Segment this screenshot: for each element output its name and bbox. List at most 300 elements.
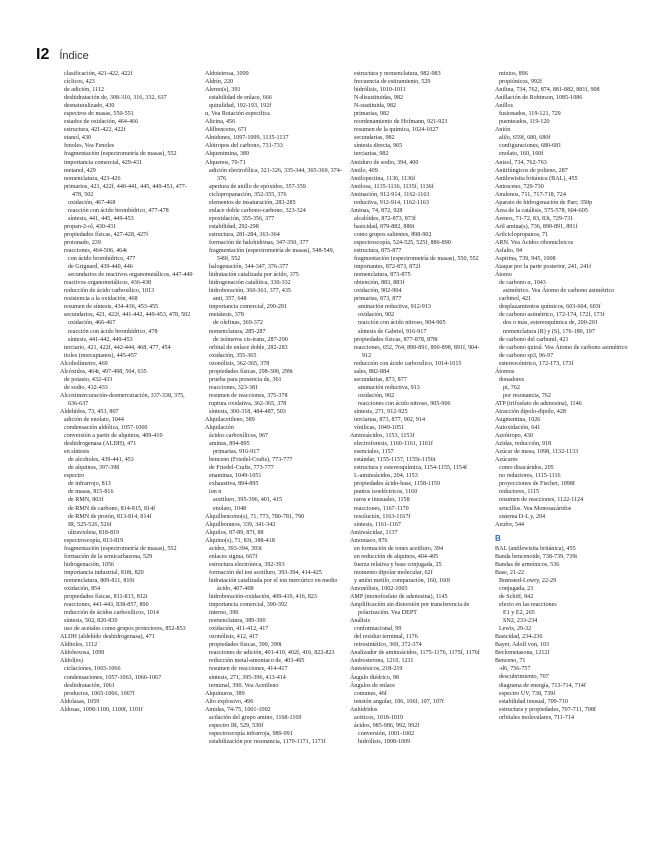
index-entry: Alquinuros, 389 — [205, 690, 245, 697]
index-subentry: resumen de reacciones, 1122-1124 — [499, 497, 584, 504]
index-subentry: de Schiff, 842 — [499, 594, 534, 600]
index-entry: Aminoácidaz, 1137 — [350, 529, 398, 536]
index-subentry: uso de acetales como grupos protectores, 852-853 — [64, 626, 186, 633]
index-entry: Alquilación — [205, 425, 234, 432]
index-subentry: oxidación, 854 — [64, 586, 101, 592]
index-subentry: propiedades físicas, 298-300, 299t — [209, 368, 293, 375]
index-subentry: ácidos carboxílicos, 967 — [209, 433, 269, 440]
index-entry: Amidas, 74-75, 1001-1002 — [205, 706, 271, 713]
index-subentry: Lewis, 29-32 — [499, 626, 532, 633]
index-entry: α, Vea Rotación específica — [205, 111, 270, 118]
index-subentry: electroforesis, 1160-1161, 1161f — [354, 441, 433, 448]
index-entry: Anillación de Robinson, 1085-1086 — [495, 95, 583, 102]
index-subentry: en reducción de alquinos, 404-405 — [354, 553, 439, 560]
index-subentry: resistencia a la oxidación, 468 — [64, 296, 138, 303]
index-subentry: formación de la semicarbazona, 529 — [64, 553, 153, 560]
index-entry: Azeótropo, 430 — [495, 433, 533, 440]
index-subentry: acetiluro, 395-396, 401, 415 — [213, 497, 283, 504]
index-subentry: fusionados, 119-121, 729 — [499, 111, 561, 118]
index-subentry: nomenclatura, 389-390 — [209, 618, 266, 625]
index-subentry: en síntesis — [64, 449, 90, 456]
index-subentry: tioles (mercaptanos), 445-457 — [64, 352, 137, 359]
index-entry: ARN. Vea Ácidos ribonucleicos — [495, 239, 574, 246]
index-subentry: de carbono sp3, 96-97 — [499, 352, 554, 359]
index-entry: Amonólisis, 1002-1003 — [350, 586, 408, 592]
index-subentry: de sodio, 432-433 — [64, 384, 108, 391]
index-subentry: quiralidad, 192-193, 192f — [209, 103, 272, 110]
index-entry: ATP (trifosfato de adenosina), 1146 — [495, 400, 582, 407]
index-subentry: reducción de ácido carboxílico, 1013 — [64, 288, 155, 295]
index-subentry: propiedades físicas, 811-813, 812t — [64, 594, 148, 601]
index-entry: Alquilbenceno(s), 71, 773, 780-781, 790 — [205, 513, 305, 520]
page-header — [36, 46, 89, 66]
index-entry: Anión — [495, 127, 511, 134]
page-number: I2 — [36, 46, 50, 63]
index-subentry: prueba para presencia de, 361 — [209, 376, 282, 383]
index-subentry: reacciones, 1167-1170 — [354, 505, 409, 512]
index-entry: Aminación, 912-914, 1162-1163 — [350, 191, 430, 198]
index-subentry: síntesis, 271, 395-396, 413-414 — [209, 674, 286, 681]
index-subentry: aminación reductiva, 912-913 — [358, 304, 431, 311]
index-entry: Alditoles, 1112 — [60, 642, 98, 649]
index-subentry: de RMN de carbono, 814-815, 814f — [68, 505, 156, 512]
index-subentry: reactivos organometálicos, 436-438 — [64, 280, 152, 287]
index-subentry: ozonólisis, 362-365, 378 — [209, 360, 270, 367]
index-subentry: momento dipolar molecular, 62f — [354, 569, 433, 576]
index-subentry: de RMN de protón, 813-814, 814f — [68, 513, 152, 520]
index-subentry: fuerza relativa y base conjugada, 25 — [354, 561, 442, 568]
index-entry: Anilina, 734, 762, 874, 881-882, 881f, 908 — [495, 87, 600, 94]
index-subentry: basicidad, 879-882, 880t — [354, 223, 415, 230]
index-subentry: puenteados, 119-120 — [499, 119, 550, 126]
index-subentry: enolato, 160, 160f — [499, 151, 544, 158]
index-subentry: propiedades físicas, 427-428, 427f — [64, 231, 149, 238]
index-subentry: de carbono α, 1043 — [499, 280, 546, 287]
index-subentry: esenciales, 1157 — [354, 449, 394, 456]
index-subentry: propan-2-ol, 430-431 — [64, 223, 117, 230]
index-subentry: reacción con ácido bromhídrico, 477-478 — [68, 207, 169, 214]
index-entry: Benceno, 71 — [495, 658, 526, 665]
index-subentry: productos, 1065-1066, 1067f — [64, 690, 135, 697]
index-subentry: L-aminoácidos, 204, 1153 — [354, 473, 418, 480]
index-entry: Análisis — [350, 618, 370, 625]
index-subentry: oxidación, 902 — [358, 312, 395, 319]
index-entry: Alcoholímetro, 469 — [60, 360, 108, 367]
index-entry: Aminas, 74, 872, 928 — [350, 207, 403, 214]
index-column-4 — [495, 70, 632, 840]
index-subentry: estructura y nomenclatura, 982-983 — [354, 71, 441, 77]
index-subentry: estructura y propiedades, 707-711, 708f — [499, 706, 596, 713]
index-subentry: síntesis directa, 965 — [354, 143, 403, 150]
index-entry: Banda bencenoide, 738-739, 739t — [495, 553, 578, 560]
index-subentry: formación del ion acetiluro, 393-394, 414-425 — [209, 569, 322, 576]
index-entry: BAL (antilewisita británica), 455 — [495, 545, 576, 552]
index-subentry: retrosintético, 369, 372-374 — [354, 642, 422, 649]
index-subentry: terciarias, 982 — [354, 151, 389, 158]
index-entry: Aldehídos, 73, 453, 807 — [60, 408, 119, 415]
index-subentry: formación de halohidrinas, 347-350, 377 — [209, 239, 309, 246]
index-subentry: reductiva, 912-914, 1162-1163 — [354, 199, 430, 206]
index-subentry: conjugada, 23 — [499, 585, 534, 592]
index-entry: ALDH (aldehído deshidrogenasa), 471 — [60, 634, 155, 641]
section-title: Índice — [59, 50, 89, 62]
index-entry: Alquenimina, 389 — [205, 151, 250, 158]
index-entry: Ángulo diédrico, 98 — [350, 674, 399, 681]
index-subentry: resumen de reacciones, 375-378 — [209, 392, 288, 399]
index-subentry: metanol, 429 — [64, 167, 96, 174]
index-subentry: propiedades físicas, 390, 390t — [209, 642, 282, 649]
index-entry: Base, 21-22 — [495, 569, 525, 576]
index-entry: Antraceno, 729-730 — [495, 183, 544, 190]
index-entry: Aldrín, 220 — [205, 79, 234, 86]
index-entry: Aldolasas, 1059 — [60, 698, 100, 705]
index-subentry: comunes, 46f — [354, 690, 387, 697]
index-subentry: por resonancia, 762 — [503, 392, 551, 399]
index-entry: Anitifúngicos de polieno, 287 — [495, 167, 568, 174]
index-subentry: resumen de reacciones, 414-417 — [209, 666, 288, 673]
index-entry: Basicidad, 234-236 — [495, 634, 543, 641]
index-subentry: primarias, 916-917 — [213, 449, 260, 456]
index-subentry: propiónicos, 992f — [499, 79, 542, 86]
index-entry: Aril amina(s), 736, 890-891, 891f — [495, 223, 578, 230]
index-entry: Aparato de hidrogenación de Parr, 350p — [495, 199, 593, 206]
index-subentry: acéticos, 1018-1019 — [354, 714, 404, 721]
index-subentry: reducción metal-amoniaco de, 403-405 — [209, 658, 305, 665]
index-subentry: estructura electrónica, 392-393 — [209, 561, 285, 568]
index-subentry: ozonólisis, 412, 417 — [209, 634, 259, 641]
index-subentry: enaminas, 1049-1051 — [209, 473, 262, 480]
index-subentry: carbinol, 421 — [499, 296, 532, 303]
index-subentry: como grupos salientes, 898-902 — [354, 231, 432, 238]
index-subentry: benceno (Friedel-Crafts), 773-777 — [209, 457, 293, 464]
index-subentry: síntesis, 441, 445, 449-453 — [68, 215, 134, 222]
index-subentry: pi, 762 — [503, 384, 520, 391]
index-subentry: fragmentación (espectrometría de masas), 552 — [64, 545, 177, 552]
index-entry: Amilosa, 1135-1136, 1135f, 1136f — [350, 183, 434, 190]
index-subentry: sistema D-L y, 204 — [499, 513, 546, 520]
index-entry: Analizador de aminoácidos, 1175-1176, 1175f, 1176f — [350, 650, 480, 657]
index-entry: Amilopectina, 1136, 1136f — [350, 175, 416, 182]
index-subentry: reducción de ácidos carboxílicos, 1014 — [64, 610, 159, 617]
index-subentry: terciarias, 873, 877, 902, 914 — [354, 417, 426, 424]
index-entry: Anestésicos, 218-219 — [350, 666, 403, 673]
index-subentry: obtención, 883, 883f — [354, 280, 405, 287]
index-subentry: exhaustiva, 894-895 — [209, 481, 259, 488]
index-entry: Alquilos, 87-89, 87f, 88 — [205, 529, 264, 536]
index-entry: Amoniaco, 876 — [350, 537, 388, 544]
index-subentry: enlaces sigma, 667f — [209, 553, 258, 560]
index-subentry: dos o más, estereoquímica de, 200-201 — [503, 320, 598, 327]
index-subentry: hidrogenación catalítica, 330-332 — [209, 280, 291, 287]
index-subentry: no reductores, 1115-1116 — [499, 473, 561, 480]
index-subentry: anti, 357, 648 — [213, 296, 247, 303]
index-subentry: deshidratación de, 308-310, 316, 332, 637 — [64, 95, 167, 102]
index-entry: Aspirina, 739, 945, 1008 — [495, 256, 556, 263]
index-subentry: de adición, 1112 — [64, 87, 104, 94]
index-subentry: resolución, 1163-1167f — [354, 513, 411, 520]
index-subentry: fragmentación (espectrometría de masas), 548-549, 549f, 552 — [209, 248, 335, 263]
index-subentry: hidrólisis, 1008-1009 — [358, 738, 411, 745]
index-subentry: propiedades físicas, 877-878, 878t — [354, 336, 438, 343]
index-subentry: reacciones, 323-381 — [209, 384, 259, 391]
index-subentry: reacciones de adición, 401-410, 402f, 416, 822-823 — [209, 650, 335, 657]
index-entry: Alótropos del carbono, 731-733 — [205, 143, 283, 150]
index-subentry: etanol, 430 — [64, 135, 92, 142]
index-subentry: de RMN, 803f — [68, 497, 104, 504]
index-subentry: nomenclatura (R) y (S), 176-180, 197 — [503, 328, 595, 335]
index-subentry: cíclicos, 423 — [64, 79, 95, 86]
index-entry: Alnidones, 1097-1099, 1135-1137 — [205, 135, 289, 142]
index-entry: Alto explosivo, 496 — [205, 698, 254, 705]
index-subentry: hidratación catalizada por el ion mercúrico en medio ácido, 407-408 — [209, 577, 338, 592]
index-subentry: descubrimiento, 707 — [499, 674, 549, 681]
index-subentry: primarios, 421, 422f, 440-441, 445, 449-451, 477-478, 502 — [64, 183, 187, 198]
index-subentry: clasificación, 421-422, 422f — [64, 71, 133, 77]
index-entry: Arilciclopropanos, 71 — [495, 231, 549, 238]
index-subentry: nomenclatura, 423-426 — [64, 175, 121, 182]
index-subentry: secundarias, 982 — [354, 135, 395, 142]
index-subentry: oxidación, 466-467 — [68, 320, 116, 327]
index-subentry: desplazamientos químicos, 603-604, 603f — [499, 304, 601, 311]
index-subentry: de masas, 815-816 — [68, 489, 114, 496]
index-subentry: adición de enolato, 1044 — [64, 417, 124, 424]
index-subentry: Brønsted-Lowry, 22-29 — [499, 577, 557, 584]
index-entry: Asfalto, 94 — [495, 248, 523, 255]
index-subentry: nomenclatura, 285-287 — [209, 328, 266, 335]
index-subentry: acilación del grupo amino, 1168-1169 — [209, 714, 302, 721]
index-subentry: síntesis, 300-318, 484-487, 503 — [209, 408, 286, 415]
index-subentry: hidrólisis, 1010-1011 — [354, 87, 406, 94]
index-subentry: proyecciones de Fischer, 1098f — [499, 481, 575, 488]
index-subentry: puntos isoeléctricos, 1160 — [354, 489, 418, 496]
index-subentry: primarias, 873, 877 — [354, 296, 402, 303]
index-subentry: condensación aldólica, 1057-1060 — [64, 425, 148, 432]
index-entry: Aminoácidos, 1153, 1153f — [350, 433, 415, 440]
index-subentry: de carbono quiral. Vea Átomo de carbono asimétrico — [499, 344, 628, 351]
index-subentry: sencillos. Vea Monosacáridos — [499, 505, 572, 512]
index-subentry: secundarios, 421, 422f, 441-442, 449-453, 478, 502 — [64, 312, 191, 319]
index-subentry: estándar, 1155-1157, 1155t-1156t — [354, 457, 436, 464]
index-entry: Anisol, 734, 762-763 — [495, 159, 547, 166]
index-subentry: fenoles, Vea Fenoles — [64, 143, 115, 150]
index-subentry: de Friedel-Crafts, 773-777 — [209, 465, 274, 472]
index-subentry: hidroboración-oxidación, 409-410, 416, 823 — [209, 594, 317, 601]
index-subentry: diagrama de energía, 713-714, 714f — [499, 682, 586, 689]
index-subentry: mixtos, 896 — [499, 71, 528, 77]
index-subentry: espectro IR, 529, 530f — [209, 722, 264, 729]
index-subentry: asimétrico. Vea Átomo de carbono asimétrico — [503, 288, 615, 295]
index-subentry: de carbono del carbonil, 421 — [499, 336, 569, 343]
index-subentry: raros e inusuales, 1158 — [354, 497, 410, 504]
index-entry: Azidas, reducción, 918 — [495, 441, 552, 448]
index-subentry: estabilidad, 292-298 — [209, 223, 259, 230]
index-subentry: resumen de la química, 1024-1027 — [354, 127, 439, 134]
index-entry: Alilbenceno, 671 — [205, 127, 247, 134]
index-subentry: enlace doble carbono-carbono, 323-324 — [209, 207, 306, 214]
index-subentry: síntesis de Gabriel, 916-917 — [358, 328, 427, 335]
index-subentry: aminación reductiva, 913 — [358, 384, 420, 391]
index-column-2 — [205, 70, 342, 840]
index-subentry: ciclaciones, 1065-1066 — [64, 666, 121, 673]
index-subentry: protonado, 239 — [64, 239, 101, 246]
index-subentry: reacción con ácido nitroso, 904-905 — [358, 320, 446, 327]
index-entry: Anulenos, 711, 717-718, 724 — [495, 191, 566, 198]
index-subentry: tensión angular, 106, 106f, 107, 107f — [354, 698, 444, 705]
index-subentry: resumen de síntesis, 434-436, 453-455 — [64, 304, 159, 311]
index-subentry: terciario, 421, 422f, 442-444, 468, 477, 454 — [64, 344, 171, 351]
index-subentry: síntesis, 441-442, 449-453 — [68, 336, 133, 343]
index-entry: Alquilboranos, 339, 341-342 — [205, 521, 276, 528]
index-subentry: propiedades ácido-base, 1158-1159 — [354, 481, 441, 488]
index-subentry: fragmentación (espectrometría de masas), 552 — [64, 151, 177, 158]
index-subentry: importancia comercial, 429-431 — [64, 159, 143, 166]
index-subentry: estructura, 281-284, 363-364 — [209, 231, 280, 238]
index-subentry: N-sustituida, 982 — [354, 103, 396, 110]
index-subentry: con ácido bromhídrico, 477 — [68, 256, 136, 263]
index-subentry: espectros de masas, 550-551 — [64, 111, 134, 118]
index-entry: Alquilacetileno, 389 — [205, 417, 255, 424]
index-subentry: importantes, 872-873, 872f — [354, 264, 421, 271]
index-subentry: estructura, 421-422, 422f — [64, 127, 126, 134]
index-subentry: primarias, 982 — [354, 111, 390, 118]
index-subentry: reacciones, 464-506, 464t — [64, 248, 127, 255]
index-entry: Azúcar de mesa, 1098, 1132-1133 — [495, 449, 579, 456]
index-entry: Átomos — [495, 368, 515, 375]
index-subentry: deshidrogenasa (ALDH), 471 — [64, 441, 137, 448]
index-entry: AMP (monofosfato de adenosina), 1145 — [350, 594, 448, 601]
index-subentry: secundarios de reactivos organometálicos, 447-449 — [68, 272, 193, 279]
index-subentry: donadores — [499, 376, 525, 383]
index-subentry: efecto en las reacciones — [499, 602, 557, 609]
index-entry: Amplificación sin distorsión por transferencia de polarización. Vea DEPT — [350, 602, 470, 617]
index-subentry: oxidación, 902 — [358, 392, 395, 399]
index-subentry: fragmentación (espectrometría de masas), 550, 552 — [354, 256, 479, 263]
index-subentry: estabilidad de enlace, 666 — [209, 95, 272, 102]
index-entry: Átomo — [495, 272, 512, 279]
index-subentry: espectroscopía, 524-525, 525f, 886-890 — [354, 239, 451, 246]
index-subentry: de olefinas, 369-372 — [213, 320, 263, 327]
index-subentry: deshidratación, 1061 — [64, 682, 115, 689]
index-subentry: reacciones con ácido nitroso, 905-906 — [358, 400, 451, 407]
index-subentry: enolato, 1048 — [213, 505, 247, 512]
index-entry: Azufre, 544 — [495, 521, 525, 528]
index-entry: Alquenos, 70-71 — [205, 159, 246, 166]
index-subentry: -d6, 756-757 — [499, 666, 531, 673]
index-subentry: estabilización por resonancia, 1170-1171, 1171f — [209, 738, 326, 745]
index-subentry: nomenclatura, 873-875 — [354, 272, 411, 279]
index-subentry: de infrarrojo, 813 — [68, 481, 111, 488]
index-entry: Área de la catálisis, 575-578, 604-605 — [495, 207, 588, 214]
index-subentry: hidratación catalizada por ácido, 375 — [209, 272, 299, 279]
index-subentry: reacciones, 441-443, 838-857, 890 — [64, 602, 149, 609]
index-subentry: ultravioleta, 818-819 — [68, 529, 120, 536]
index-subentry: estructura y estereoquímica, 1154-1155, 1154f — [354, 465, 468, 472]
index-subentry: de Grignard, 439-440, 446 — [68, 264, 133, 271]
index-subentry: reacciones, 652, 764, 890-891, 890-898, 891f, 904-912 — [354, 344, 480, 359]
index-subentry: como disacáridos, 205 — [499, 465, 554, 472]
index-subentry: importancia comercial, 290-291 — [209, 304, 288, 311]
index-subentry: adición electrofílica, 321-326, 335-344, 365-369, 374-376 — [209, 167, 342, 182]
index-subentry: espectroscopía infrarroja, 989-991 — [209, 730, 293, 737]
index-subentry: ion α — [209, 489, 222, 496]
index-entry: Amiduro de sodio, 394, 400 — [350, 159, 419, 166]
index-subentry: frecuencia de estiramiento, 529 — [354, 79, 431, 86]
index-subentry: apertura de anillo de epóxidos, 357-359 — [209, 183, 306, 190]
index-entry: Aldohexosa, 1099 — [60, 650, 105, 657]
index-subentry: de alquinos, 397-398 — [68, 465, 120, 472]
index-subentry: espectro — [64, 473, 85, 480]
index-subentry: del residuo terminal, 1176 — [354, 634, 418, 641]
index-subentry: desnaturalizado, 430 — [64, 103, 115, 110]
index-entry: Ataque por la parte posterior, 241, 241f — [495, 264, 592, 271]
index-subentry: espectroscopía, 813-819 — [64, 537, 124, 544]
index-entry: Anhídridos — [350, 706, 378, 713]
index-subentry: orbital de enlace doble, 282-283 — [209, 344, 288, 351]
index-letter-heading: B — [495, 533, 501, 543]
index-subentry: secundarias, 873, 877 — [354, 376, 407, 383]
index-entry: Aldotetrosa, 1099 — [205, 71, 249, 77]
index-subentry: sales, 882-884 — [354, 368, 390, 375]
index-column-3 — [350, 70, 487, 840]
index-subentry: hidrogenación, 1056 — [64, 561, 115, 568]
index-subentry: de potasio, 432-433 — [64, 376, 113, 383]
index-subentry: síntesis, 502, 820-830 — [64, 618, 118, 625]
index-subentry: reacción con ácido bromhídrico, 478 — [68, 328, 158, 335]
index-subentry: alcalóides, 872-873, 873f — [354, 215, 416, 222]
index-subentry: IR, 525-526, 526f — [68, 521, 112, 528]
index-entry: Antilewisita británica (BAL), 455 — [495, 175, 578, 182]
index-entry: Alerno(s), 391 — [205, 87, 241, 94]
index-subentry: estructura, 875-877 — [354, 248, 402, 255]
index-subentry: interno, 390 — [209, 610, 239, 617]
index-subentry: de carbono asimétrico, 172-174, 172f, 173f — [499, 312, 605, 319]
index-subentry: oxidación, 467-468 — [68, 199, 116, 206]
index-subentry: reductores, 1115 — [499, 489, 540, 496]
index-entry: Beclometasona, 1212f — [495, 650, 550, 657]
index-columns — [60, 70, 632, 840]
index-subentry: síntesis, 271, 912-925 — [354, 408, 408, 415]
index-subentry: ciclopropanación, 352-355, 376 — [209, 191, 287, 198]
index-subentry: acidez, 393-394, 393t — [209, 545, 262, 552]
index-entry: Alcóxidos, 464t, 497-498, 504, 635 — [60, 368, 147, 375]
index-entry: Anillos — [495, 103, 513, 110]
index-entry: Androsterona, 1210, 1211 — [350, 658, 414, 665]
index-subentry: alilo, 659f, 680, 680f — [499, 135, 551, 142]
index-subentry: oxidación, 355-365 — [209, 352, 257, 359]
index-subentry: SN2, 233-234 — [503, 618, 538, 625]
index-subentry: importancia industrial, 818t, 820 — [64, 569, 144, 576]
index-subentry: de isómeros cis-trans, 287-290 — [213, 336, 288, 343]
index-subentry: de alcoholes, 439-441, 453 — [68, 457, 134, 464]
index-subentry: estereocéntrico, 172-173, 173f — [499, 360, 574, 367]
index-entry: Augmentina, 1026 — [495, 417, 541, 424]
index-subentry: estabilidad inusual, 709-710 — [499, 698, 568, 705]
index-subentry: E1 y E2, 265 — [503, 610, 535, 617]
index-subentry: estados de oxidación, 464-466 — [64, 119, 139, 126]
index-entry: Autoxidación, 641 — [495, 425, 541, 432]
index-subentry: N-disustituidas, 982 — [354, 95, 404, 102]
index-subentry: epoxidación, 355-356, 377 — [209, 215, 275, 222]
index-subentry: ácidos, 985-986, 992, 992f — [354, 722, 420, 729]
index-entry: Azúcares — [495, 457, 518, 464]
index-subentry: orbitales moleculares, 711-714 — [499, 714, 575, 721]
index-subentry: condensaciones, 1057-1063, 1066-1067 — [64, 674, 162, 681]
index-subentry: y anión metilo, comparación, 160, 160f — [354, 577, 451, 584]
index-subentry: elementos de insaturación, 283-285 — [209, 199, 296, 206]
index-entry: Alicina, 456 — [205, 119, 236, 126]
index-subentry: metátesis, 378 — [209, 312, 244, 319]
index-subentry: vínilicas, 1049-1051 — [354, 425, 405, 432]
